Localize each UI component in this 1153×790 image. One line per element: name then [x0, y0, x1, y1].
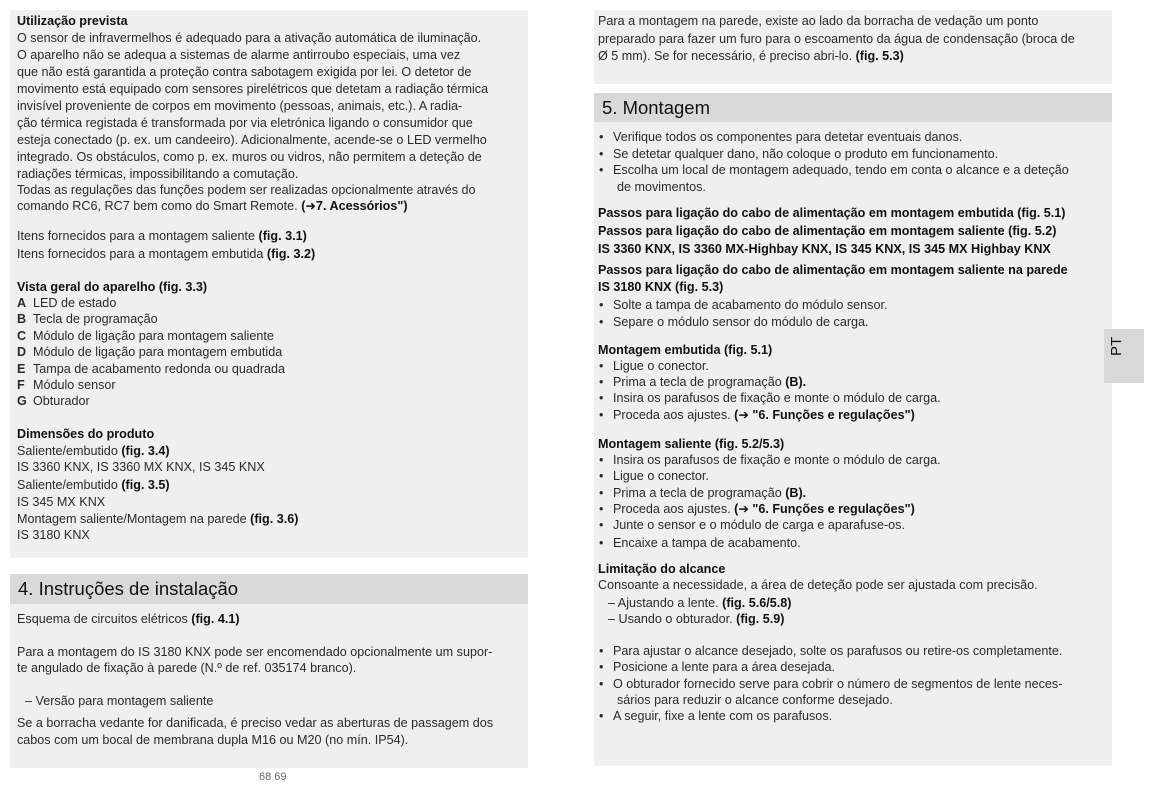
wall-text: Ø 5 mm). Se for necessário, é preciso abri-lo. [598, 49, 853, 63]
fig-ref: (fig. 3.2) [266, 247, 316, 261]
dim-text: Montagem saliente/Montagem na parede [17, 512, 247, 526]
fig-ref: (fig. 3.1) [258, 229, 307, 243]
list-item: • Insira os parafusos de fixação e monte o módulo de carga. [613, 452, 941, 469]
supplied-embedded [17, 246, 315, 263]
intended-use-title: Utilização prevista [17, 14, 128, 28]
option-text: – Ajustando a lente. [608, 596, 719, 610]
list-item [17, 361, 285, 378]
section-4-heading: 4. Instruções de instalação [18, 578, 239, 599]
item-letter: E [17, 362, 26, 376]
section-5-header [594, 93, 1112, 122]
item-ref: (B). [785, 375, 807, 389]
list-item: • Ligue o conector. [613, 358, 709, 375]
list-item: • Para ajustar o alcance desejado, solte os parafusos ou retire-os completamente. [613, 643, 1062, 660]
page-numbers: 68 69 [259, 771, 287, 783]
item-label: Módulo de ligação para montagem embutida [33, 345, 283, 359]
circuit-text: Esquema de circuitos elétricos [17, 612, 188, 626]
item-ref: (➔ "6. Funções e regulações") [734, 502, 915, 516]
fig-ref: (fig. 3.4) [121, 444, 170, 458]
text-line: cabos com um bocal de membrana dupla M16 ou M20 (no mín. IP54). [17, 733, 409, 747]
list-item: • Junte o sensor e o módulo de carga e aparafuse-os. [613, 517, 905, 534]
item-label: Tampa de acabamento redonda ou quadrada [33, 362, 286, 376]
list-item [613, 374, 806, 391]
dimensions-line [17, 477, 170, 494]
text-line: movimento está equipado com sensores pirelétricos que detetam a radiação térmica [17, 82, 489, 96]
item-letter: C [17, 329, 27, 343]
item-label: Módulo de ligação para montagem saliente [33, 329, 274, 343]
dim-text: Saliente/embutido [17, 478, 118, 492]
language-tab [1104, 329, 1144, 383]
accessories-ref: (➜7. Acessórios") [301, 199, 408, 213]
fig-ref: (fig. 3.5) [121, 478, 170, 492]
item-letter: G [17, 394, 27, 408]
surface-title: Montagem saliente (fig. 5.2/5.3) [598, 437, 785, 451]
text-line: Se a borracha vedante for danificada, é preciso vedar as aberturas de passagem dos [17, 716, 494, 730]
fig-ref: (fig. 3.6) [250, 512, 299, 526]
text-line: Para a montagem do IS 3180 KNX pode ser encomendado opcionalmente um supor- [17, 645, 493, 659]
step-heading: IS 3180 KNX (fig. 5.3) [598, 280, 724, 294]
text-line: integrado. Os obstáculos, como p. ex. muros ou vidros, não permitem a deteção de [17, 150, 482, 164]
step-heading: Passos para ligação do cabo de alimentação em montagem saliente na parede [598, 263, 1068, 277]
item-letter: B [17, 312, 27, 326]
list-item: • Solte a tampa de acabamento do módulo sensor. [613, 297, 887, 314]
dimensions-line: IS 3180 KNX [17, 528, 90, 542]
step-heading: IS 3360 KNX, IS 3360 MX-Highbay KNX, IS 345 KNX, IS 345 MX Highbay KNX [598, 242, 1051, 256]
list-item [17, 311, 158, 328]
text-line [17, 198, 408, 215]
dim-text: Saliente/embutido [17, 444, 118, 458]
text-line: que não está garantida a proteção contra sabotagem exigida por lei. O detetor de [17, 65, 472, 79]
item-label: Obturador [33, 394, 90, 408]
text-line: O sensor de infravermelhos é adequado para a ativação automática de iluminação. [17, 31, 482, 45]
text-line: O aparelho não se adequa a sistemas de alarme antirroubo especiais, uma vez [17, 48, 461, 62]
text-span: comando RC6, RC7 bem como do Smart Remote. [17, 199, 298, 213]
list-item [613, 407, 915, 424]
item-text: Prima a tecla de programação [613, 486, 782, 500]
text-line: radiações térmicas, impossibilitando a comutação. [17, 167, 299, 181]
overview-title: Vista geral do aparelho (fig. 3.3) [17, 280, 208, 294]
supplied-text: Itens fornecidos para a montagem embutida [17, 247, 264, 261]
fig-ref: (fig. 4.1) [191, 612, 240, 626]
item-label: Tecla de programação [33, 312, 158, 326]
item-letter: A [17, 296, 27, 310]
dimensions-line [17, 443, 170, 460]
version-line: – Versão para montagem saliente [25, 694, 214, 708]
text-line: invisível proveniente de corpos em movimento (pessoas, animais, etc.). A radia- [17, 99, 463, 113]
list-item: • Escolha um local de montagem adequado, tendo em conta o alcance e a deteção [613, 162, 1069, 179]
list-item: • Insira os parafusos de fixação e monte o módulo de carga. [613, 390, 941, 407]
item-text: Prima a tecla de programação [613, 375, 782, 389]
list-item-cont: de movimentos. [617, 180, 706, 194]
text-line: preparado para fazer um furo para o escoamento da água de condensação (broca de [598, 32, 1075, 46]
list-item [17, 393, 90, 410]
list-item: • Posicione a lente para a área desejada. [613, 659, 835, 676]
circuit-line [17, 611, 240, 628]
dimensions-line: IS 3360 KNX, IS 3360 MX KNX, IS 345 KNX [17, 460, 265, 474]
text-line: te angulado de fixação à parede (N.º de ref. 035174 branco). [17, 661, 357, 675]
text-line: esteja conectado (p. ex. um candeeiro). Adicionalmente, acende-se o LED vermelho [17, 133, 487, 147]
text-line: Todas as regulações das funções podem ser realizadas opcionalmente através do [17, 183, 476, 197]
item-label: Módulo sensor [33, 378, 116, 392]
range-title: Limitação do alcance [598, 562, 726, 576]
item-text: Proceda aos ajustes. [613, 408, 731, 422]
list-item: • Ligue o conector. [613, 468, 709, 485]
list-item: • Verifique todos os componentes para detetar eventuais danos. [613, 129, 962, 146]
item-letter: F [17, 378, 25, 392]
item-label: LED de estado [33, 296, 117, 310]
step-heading: Passos para ligação do cabo de alimentação em montagem embutida (fig. 5.1) [598, 206, 1066, 220]
text-line [598, 48, 904, 65]
list-item [613, 485, 806, 502]
list-item [613, 501, 915, 518]
item-ref: (B). [785, 486, 807, 500]
section-4-header [10, 574, 528, 604]
fig-ref: (fig. 5.9) [736, 612, 785, 626]
step-heading: Passos para ligação do cabo de alimentação em montagem saliente (fig. 5.2) [598, 224, 1057, 238]
supplied-text: Itens fornecidos para a montagem saliente [17, 229, 256, 243]
embedded-title: Montagem embutida (fig. 5.1) [598, 343, 773, 357]
dimensions-title: Dimensões do produto [17, 427, 155, 441]
dimensions-line: IS 345 MX KNX [17, 495, 106, 509]
list-item [17, 295, 116, 312]
list-item: • O obturador fornecido serve para cobrir o número de segmentos de lente neces- [613, 676, 1062, 693]
list-item [17, 328, 274, 345]
fig-ref: (fig. 5.3) [855, 49, 904, 63]
item-ref: (➔ "6. Funções e regulações") [734, 408, 915, 422]
text-line: Para a montagem na parede, existe ao lado da borracha de vedação um ponto [598, 14, 1039, 28]
list-item [17, 377, 116, 394]
language-tab-label: PT [1108, 336, 1125, 356]
section-5-heading: 5. Montagem [602, 97, 710, 118]
dimensions-line [17, 511, 298, 528]
fig-ref: (fig. 5.6/5.8) [722, 596, 792, 610]
range-intro: Consoante a necessidade, a área de deteção pode ser ajustada com precisão. [598, 578, 1038, 592]
supplied-surface [17, 228, 307, 245]
list-item-cont: sários para reduzir o alcance conforme desejado. [617, 693, 893, 707]
range-option [608, 611, 784, 628]
list-item: • Se detetar qualquer dano, não coloque o produto em funcionamento. [613, 146, 998, 163]
range-option [608, 595, 791, 612]
text-line: ção térmica registada é transformada por via eletrónica ligando o consumidor que [17, 116, 473, 130]
list-item: • A seguir, fixe a lente com os parafusos. [613, 708, 832, 725]
list-item: • Encaixe a tampa de acabamento. [613, 535, 801, 552]
list-item [17, 344, 282, 361]
item-letter: D [17, 345, 27, 359]
option-text: – Usando o obturador. [608, 612, 733, 626]
item-text: Proceda aos ajustes. [613, 502, 731, 516]
list-item: • Separe o módulo sensor do módulo de carga. [613, 314, 869, 331]
